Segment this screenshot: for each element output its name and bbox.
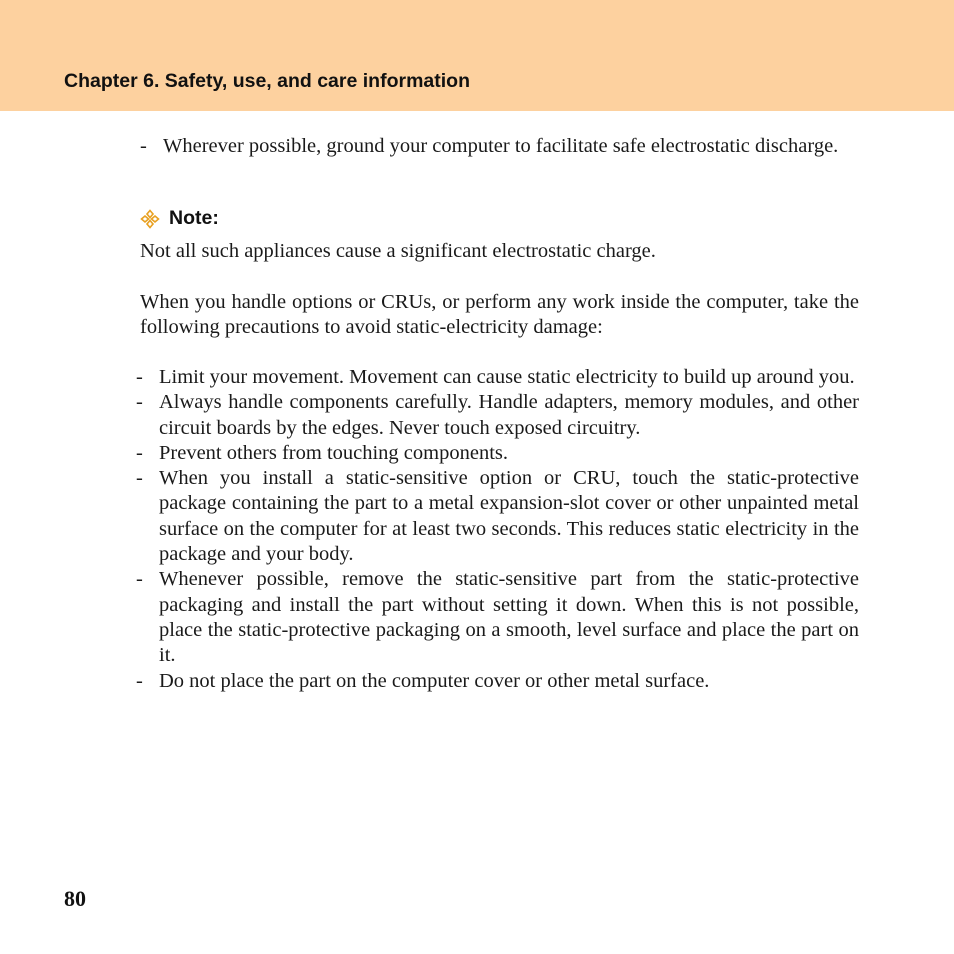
intro-paragraph: When you handle options or CRUs, or perform any work inside the computer, take the following precautions to avoid static-electricity damage: <box>140 291 859 339</box>
list-dash: - <box>136 467 143 490</box>
precautions-list <box>136 365 859 694</box>
list-item-text: Limit your movement. Movement can cause static electricity to build up around you. <box>159 366 855 388</box>
list-dash: - <box>136 669 143 692</box>
list-item <box>136 669 859 694</box>
chapter-title: Chapter 6. Safety, use, and care information <box>64 70 470 92</box>
list-item-text: Whenever possible, remove the static-sensitive part from the static-protective packaging and install the part without setting it down. When this is not possible, place the static-protective packaging on a smooth, level surface and place the part on it. <box>159 568 859 667</box>
note-heading <box>140 207 219 230</box>
four-diamond-ornament-icon <box>140 209 160 229</box>
list-item-text: Prevent others from touching components. <box>159 441 509 464</box>
list-item <box>136 466 859 567</box>
list-dash: - <box>136 366 143 388</box>
list-item <box>136 567 859 668</box>
list-dash: - <box>136 391 143 414</box>
list-item-ground-computer <box>140 134 859 159</box>
chapter-header-band <box>0 0 954 111</box>
list-item <box>136 390 859 441</box>
list-item-text: Do not place the part on the computer cover or other metal surface. <box>159 669 710 692</box>
list-item <box>136 441 859 466</box>
list-item-text: Always handle components carefully. Handle adapters, memory modules, and other circuit boards by the edges. Never touch exposed circuitry. <box>159 391 859 439</box>
list-dash: - <box>136 441 143 464</box>
note-text: Not all such appliances cause a significant electrostatic charge. <box>140 240 656 262</box>
note-label: Note: <box>169 207 219 229</box>
list-dash: - <box>136 568 143 591</box>
page-number: 80 <box>64 886 86 911</box>
list-item-text: Wherever possible, ground your computer to facilitate safe electrostatic discharge. <box>163 135 839 157</box>
list-dash: - <box>140 135 147 157</box>
list-item-text: When you install a static-sensitive option or CRU, touch the static-protective package containing the part to a metal expansion-slot cover or other unpainted metal surface on the computer for at least two seconds. This reduces static electricity in the package and your body. <box>159 467 859 566</box>
list-item <box>136 365 859 390</box>
